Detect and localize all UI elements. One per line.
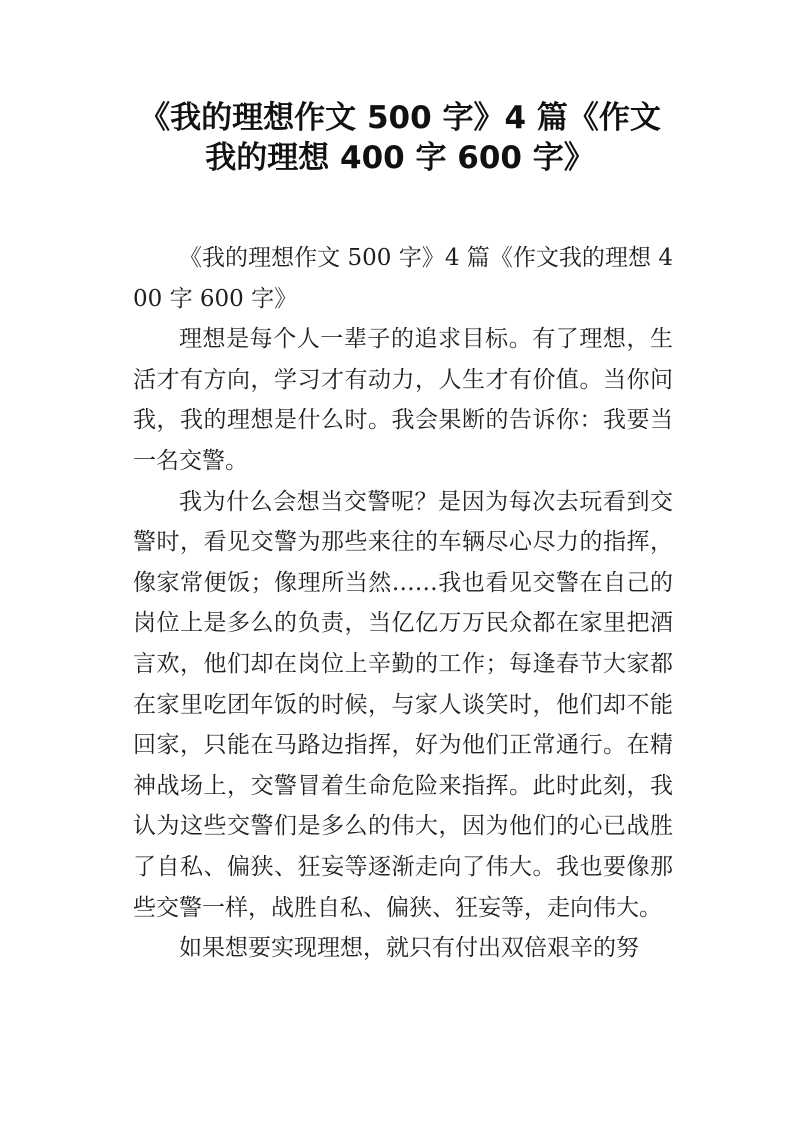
paragraph-effort: 如果想要实现理想，就只有付出双倍艰辛的努 (179, 935, 639, 962)
paragraph-subtitle: 《我的理想作文 500 字》4 篇《作文我的理想 400 字 600 字》 (133, 245, 673, 312)
paragraph-reason: 我为什么会想当交警呢？是因为每次去玩看到交警时，看见交警为那些来往的车辆尽心尽力的指挥，像家常便饭；像理所当然……我也看见交警在自己的岗位上是多么的负责，当亿亿万万民众都在家里把酒言欢，他们却在岗位上辛勤的工作；每逢春节大家都在家里吃团年饭的时候，与家人谈笑时，他们却不能回家，只能在马路边指挥，好为他们正常通行。在精神战场上，交警冒着生命危险来指挥。此时此刻，我认为这些交警们是多么的伟大，因为他们的心已战胜了自私、偏狭、狂妄等逐渐走向了伟大。我也要像那些交警一样，战胜自私、偏狭、狂妄等，走向伟大。 (133, 488, 673, 921)
title-line-2: 我的理想 400 字 600 字》 (205, 140, 595, 176)
page-title (0, 98, 800, 178)
document-body (133, 238, 673, 969)
paragraph-intro: 理想是每个人一辈子的追求目标。有了理想，生活才有方向，学习才有动力，人生才有价值。当你问我，我的理想是什么时。我会果断的告诉你：我要当一名交警。 (133, 326, 673, 474)
title-line-1: 《我的理想作文 500 字》4 篇《作文 (139, 100, 661, 136)
